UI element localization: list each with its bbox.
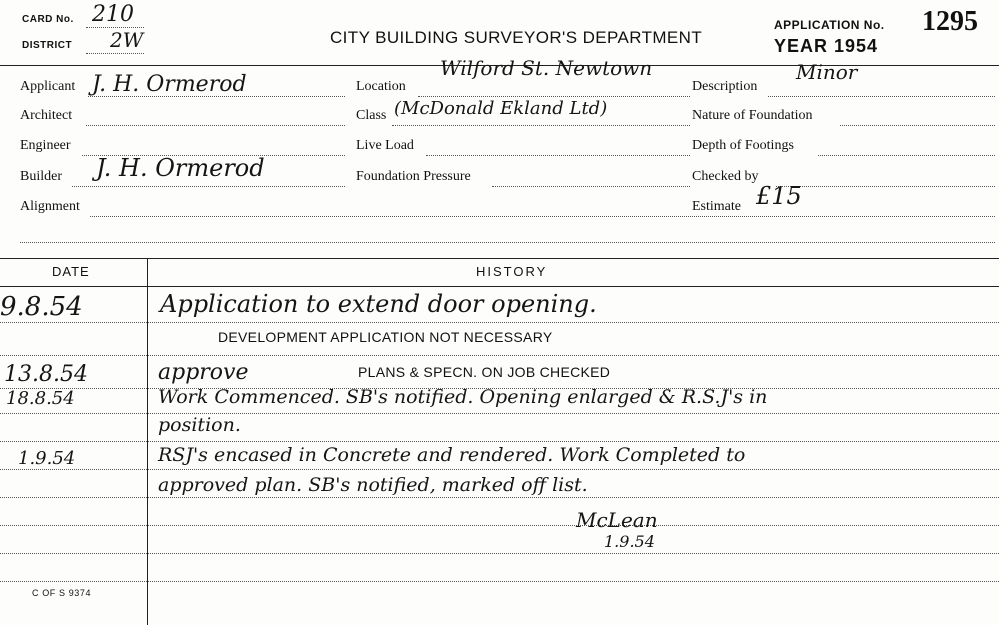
table-row-date: 13.8.54 (4, 362, 88, 387)
signature: McLean (576, 508, 658, 532)
district-label: DISTRICT (22, 40, 73, 51)
table-row-history: Application to extend door opening. (160, 290, 597, 318)
table-row-date: 1.9.54 (18, 448, 76, 469)
estimate-value: £15 (756, 182, 802, 210)
foundation-pressure-line (492, 186, 690, 187)
rule-5 (0, 441, 999, 442)
table-row-date: 9.8.54 (0, 292, 83, 322)
date-header: DATE (52, 264, 90, 279)
live-load-line (426, 155, 690, 156)
year-label: YEAR 1954 (774, 36, 879, 56)
checked-by-line (776, 186, 995, 187)
applicant-label: Applicant (20, 79, 76, 94)
builder-value: J. H. Ormerod (96, 154, 265, 182)
checked-by-label: Checked by (692, 169, 759, 184)
alignment-line (90, 216, 995, 217)
form-code: C OF S 9374 (32, 588, 92, 598)
class-value: (McDonald Ekland Ltd) (394, 98, 608, 119)
rule-4 (0, 413, 999, 414)
rule-8 (0, 525, 999, 526)
rule-7 (0, 497, 999, 498)
district-value: 2W (110, 28, 144, 52)
depth-of-footings-label: Depth of Footings (692, 138, 794, 153)
rule-2 (0, 355, 999, 356)
depth-of-footings-line (818, 155, 995, 156)
application-no-label: APPLICATION No. (774, 18, 885, 32)
foundation-pressure-label: Foundation Pressure (356, 169, 471, 184)
header-row-border (0, 286, 999, 287)
alignment-label: Alignment (20, 199, 80, 214)
nature-of-foundation-line (840, 125, 995, 126)
estimate-label: Estimate (692, 199, 741, 214)
table-row-history-continued: approved plan. SB's notified, marked off list. (158, 474, 588, 496)
plans-checked-stamp: PLANS & SPECN. ON JOB CHECKED (358, 364, 611, 380)
application-no-value: 1295 (922, 6, 978, 37)
table-row-date: 18.8.54 (6, 388, 75, 409)
applicant-value: J. H. Ormerod (92, 72, 247, 97)
extra-line (20, 242, 995, 243)
history-header: HISTORY (476, 264, 548, 279)
district-line (86, 53, 144, 54)
description-label: Description (692, 79, 758, 94)
location-value: Wilford St. Newtown (440, 56, 653, 80)
signature-date: 1.9.54 (604, 532, 655, 551)
rule-6 (0, 469, 999, 470)
builder-label: Builder (20, 169, 62, 184)
table-row-history-continued: position. (158, 414, 241, 436)
description-value: Minor (796, 60, 858, 84)
table-row-history: Work Commenced. SB's notified. Opening enlarged & R.S.J's in (158, 386, 768, 408)
architect-label: Architect (20, 108, 73, 123)
architect-line (86, 125, 345, 126)
table-top-border (0, 258, 999, 259)
location-label: Location (356, 79, 406, 94)
rule-10 (0, 581, 999, 582)
card-no-label: CARD No. (22, 14, 74, 25)
development-stamp: DEVELOPMENT APPLICATION NOT NECESSARY (218, 329, 553, 345)
rule-9 (0, 553, 999, 554)
rule-1 (0, 322, 999, 323)
class-line (392, 125, 690, 126)
nature-of-foundation-label: Nature of Foundation (692, 108, 813, 123)
department-title: CITY BUILDING SURVEYOR'S DEPARTMENT (330, 28, 703, 47)
class-label: Class (356, 108, 387, 123)
live-load-label: Live Load (356, 138, 414, 153)
builder-line (72, 186, 345, 187)
engineer-label: Engineer (20, 138, 71, 153)
description-line (768, 96, 995, 97)
table-row-history: approve (158, 360, 249, 385)
table-row-history: RSJ's encased in Concrete and rendered. Work Completed to (158, 444, 746, 466)
location-line (418, 96, 690, 97)
card-no-value: 210 (92, 2, 134, 27)
